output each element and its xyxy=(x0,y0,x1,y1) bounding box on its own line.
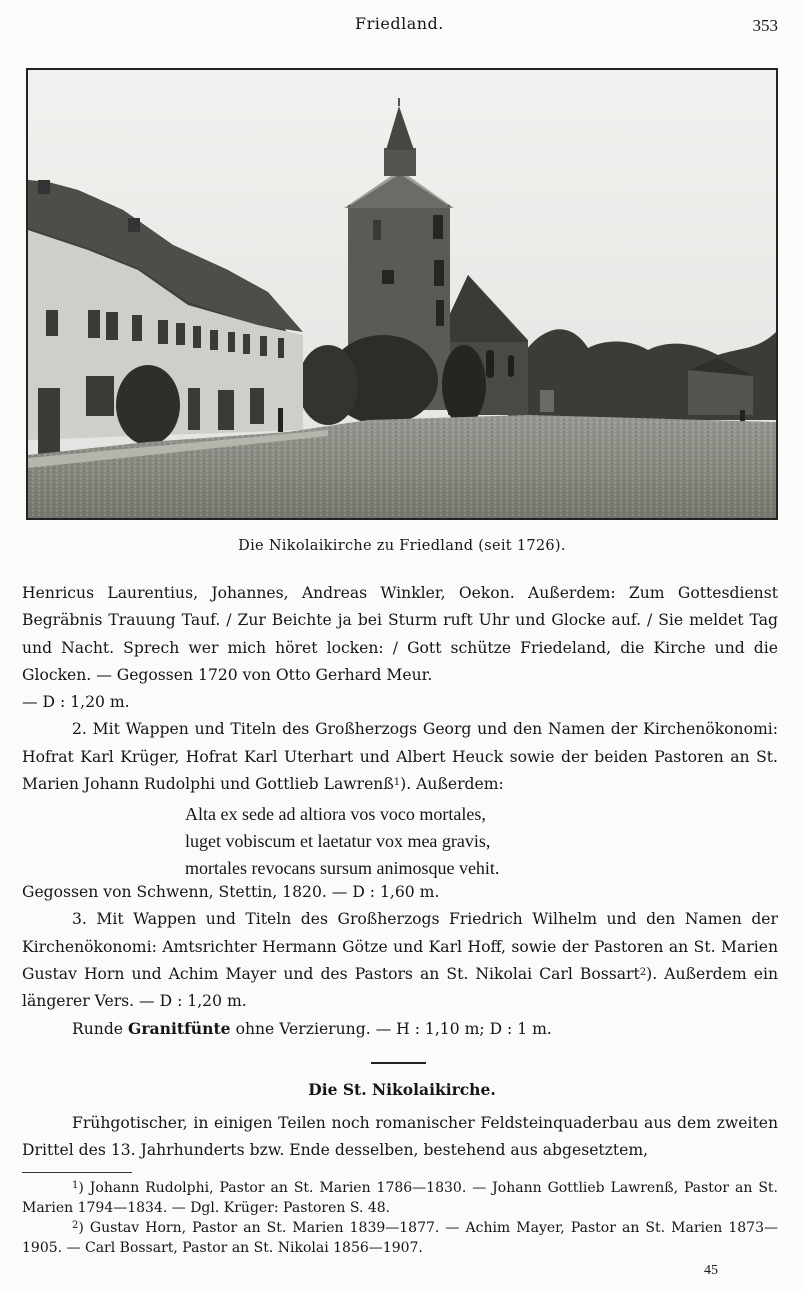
verse-line-3: mortales revocans sursum animosque vehit. xyxy=(185,858,500,879)
paragraph-2-tail: ). Außerdem: xyxy=(400,775,504,794)
church-photo xyxy=(26,68,778,520)
footnotes xyxy=(22,1178,778,1258)
paragraph-3-tail: ). Außerdem ein längerer Vers. — D : 1,20 m. xyxy=(22,964,778,1011)
footnote-rule xyxy=(22,1172,132,1173)
footnote-ref-2: 2 xyxy=(639,966,647,978)
body-text-2 xyxy=(22,879,778,1044)
page-number: 353 xyxy=(752,16,778,35)
running-head xyxy=(0,14,804,38)
footnote-mark-2: 2 xyxy=(72,1220,79,1231)
verse-line-2: luget vobiscum et laetatur vox mea gravis, xyxy=(185,831,491,852)
paragraph-3-text: 3. Mit Wappen und Titeln des Großherzogs Friedrich Wilhelm und den Namen der Kirchenökonomi: Amtsrichter Hermann Götze und Karl Hoff, sowie der Pastoren an St. Marien Gustav Horn und Achim Mayer und des Pastors an St. Nikolai Carl Bossart xyxy=(22,910,778,983)
paragraph-4 xyxy=(22,1015,778,1043)
paragraph-4-pre: Runde xyxy=(72,1020,128,1039)
paragraph-4-post: ohne Verzierung. — H : 1,10 m; D : 1 m. xyxy=(230,1020,552,1039)
running-head-title: Friedland. xyxy=(355,14,444,33)
paragraph-2-text: 2. Mit Wappen und Titeln des Großherzogs Georg und den Namen der Kirchenökonomi: Hofrat Karl Krüger, Hofrat Karl Uterhart und Albert Heuck sowie der beiden Pastoren an St. Marien Johann Rudolphi und Gottlieb Lawrenß xyxy=(22,720,778,794)
footnote-1 xyxy=(22,1178,778,1218)
figure-caption: Die Nikolaikirche zu Friedland (seit 1726). xyxy=(238,538,566,554)
signature-mark: 45 xyxy=(704,1263,718,1278)
paragraph-4-bold: Granitfünte xyxy=(128,1019,231,1039)
footnote-ref-1: 1 xyxy=(393,777,401,789)
verse-line-1: Alta ex sede ad altiora vos voco mortales, xyxy=(185,804,486,824)
body-text xyxy=(22,580,778,798)
paragraph-2-end: Gegossen von Schwenn, Stettin, 1820. — D : 1,60 m. xyxy=(22,883,440,901)
paragraph-3 xyxy=(22,906,778,1015)
footnote-2 xyxy=(22,1218,778,1258)
section-heading: Die St. Nikolaikirche. xyxy=(308,1080,496,1099)
footnote-mark-1: 1 xyxy=(72,1180,79,1191)
paragraph-1-end: — D : 1,20 m. xyxy=(22,693,130,712)
latin-verse xyxy=(185,801,499,883)
section-text-block xyxy=(22,1110,778,1165)
paragraph-2 xyxy=(22,716,778,798)
footnote-text-2: ) Gustav Horn, Pastor an St. Marien 1839—1877. — Achim Mayer, Pastor an St. Marien 1873—1905. — Carl Bossart, Pastor an St. Nikolai 1856—1907. xyxy=(22,1220,778,1256)
footnote-text-1: ) Johann Rudolphi, Pastor an St. Marien 1786—1830. — Johann Gottlieb Lawrenß, Pastor an St. Marien 1794—1834. — Dgl. Krüger: Pastoren S. 48. xyxy=(22,1180,778,1216)
section-divider xyxy=(371,1062,426,1064)
section-paragraph: Frühgotischer, in einigen Teilen noch romanischer Feldsteinquaderbau aus dem zweiten Drittel des 13. Jahrhunderts bzw. Ende desselben, bestehend aus abgesetztem, xyxy=(22,1114,778,1160)
photo-church-square-icon xyxy=(28,70,776,518)
paragraph-1: Henricus Laurentius, Johannes, Andreas Winkler, Oekon. Außerdem: Zum Gottesdienst Begräbnis Trauung Tauf. / Zur Beichte ja bei Sturm ruft Uhr und Glocke auf. / Sie meldet Tag und Nacht. Sprech wer mich höret locken: / Gott schütze Friedeland, die Kirche und die Glocken. — Gegossen 1720 von Otto Gerhard Meur. xyxy=(22,584,778,684)
